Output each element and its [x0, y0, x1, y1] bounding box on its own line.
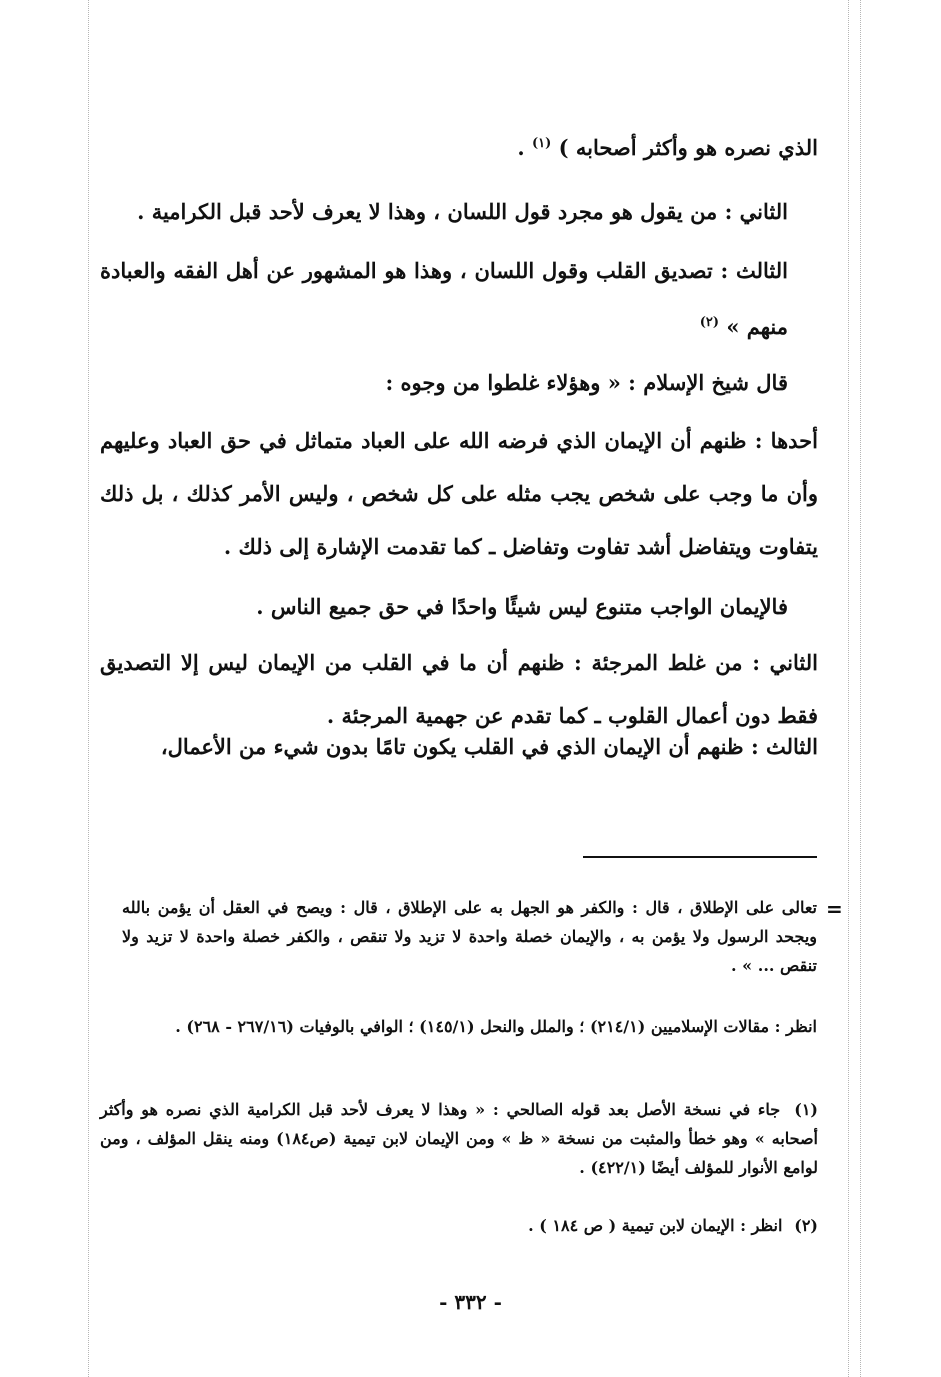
footnote-continuation-mark: = — [826, 897, 843, 921]
body-paragraph-5: أحدها : ظنهم أن الإيمان الذي فرضه الله على العباد متماثل في حق العباد وعليهم وأن ما وجب على شخص يجب مثله على كل شخص ، وليس الأمر كذلك ، بل ذلك يتفاوت ويتفاضل أشد تفاوت وتفاضل ـ كما تقدمت الإشارة إلى ذلك . — [100, 428, 818, 559]
body-paragraph-4: قال شيخ الإسلام : « وهؤلاء غلطوا من وجوه : — [385, 370, 788, 395]
body-paragraph-6: فالإيمان الواجب متنوع ليس شيئًا واحدًا في حق جميع الناس . — [256, 594, 788, 619]
footnote-number-2: (٢) — [794, 1216, 818, 1235]
footnote-ref-2: (٢) — [699, 315, 719, 330]
body-paragraph-3 — [100, 243, 818, 355]
footnote-number-1: (١) — [794, 1100, 818, 1119]
paragraph-text: الذي نصره هو وأكثر أصحابه ) — [558, 135, 818, 160]
body-paragraph-1 — [100, 121, 818, 174]
body-paragraph-7: الثاني : من غلط المرجئة : ظنهم أن ما في القلب من الإيمان ليس إلا التصديق فقط دون أعمال القلوب ـ كما تقدم عن جهمية المرجئة . — [100, 650, 818, 728]
body-paragraph-8: الثالث : ظنهم أن الإيمان الذي في القلب يكون تامًا بدون شيء من الأعمال، — [160, 734, 818, 759]
page-number: - ٣٣٢ - — [439, 1290, 502, 1314]
footnote-text-1: جاء في نسخة الأصل بعد قوله الصالحي : « وهذا لا يعرف لأحد قبل الكرامية الذي نصره هو وأكثر أصحابه » وهو خطأ والمثبت من نسخة « ظ » ومن الإيمان لابن تيمية (ص١٨٤) ومنه ينقل المؤلف ، ومن لوامع الأنوار للمؤلف أيضًا (٤٢٢/١) . — [100, 1100, 819, 1177]
footnote-2 — [100, 1211, 818, 1240]
footnote-continuation: تعالى على الإطلاق ، قال : والكفر هو الجهل به على الإطلاق ، قال : ويصح في العقل أن يؤمن بالله ويجحد الرسول ولا يؤمن به ، والإيمان خصلة واحدة لا تزيد ولا تنقص ، والكفر خصلة واحدة لا تزيد ولا تنقص ... » . — [122, 898, 818, 975]
footnote-1 — [100, 1095, 818, 1182]
paragraph-text: الثالث : تصديق القلب وقول اللسان ، وهذا هو المشهور عن أهل الفقه والعبادة منهم » — [100, 258, 788, 339]
footnote-text-2: انظر : الإيمان لابن تيمية ( ص ١٨٤ ) . — [528, 1216, 783, 1235]
footnote-separator — [583, 856, 817, 858]
footnote-ref-1: (١) — [532, 136, 552, 151]
body-paragraph-2: الثاني : من يقول هو مجرد قول اللسان ، وهذا لا يعرف لأحد قبل الكرامية . — [137, 199, 788, 224]
footnote-continuation-ref: انظر : مقالات الإسلاميين (٢١٤/١) ؛ والملل والنحل (١٤٥/١) ؛ الوافي بالوفيات (٢٦٧/١٦ - ٢٦٨) . — [175, 1017, 817, 1036]
paragraph-end: . — [517, 135, 525, 160]
